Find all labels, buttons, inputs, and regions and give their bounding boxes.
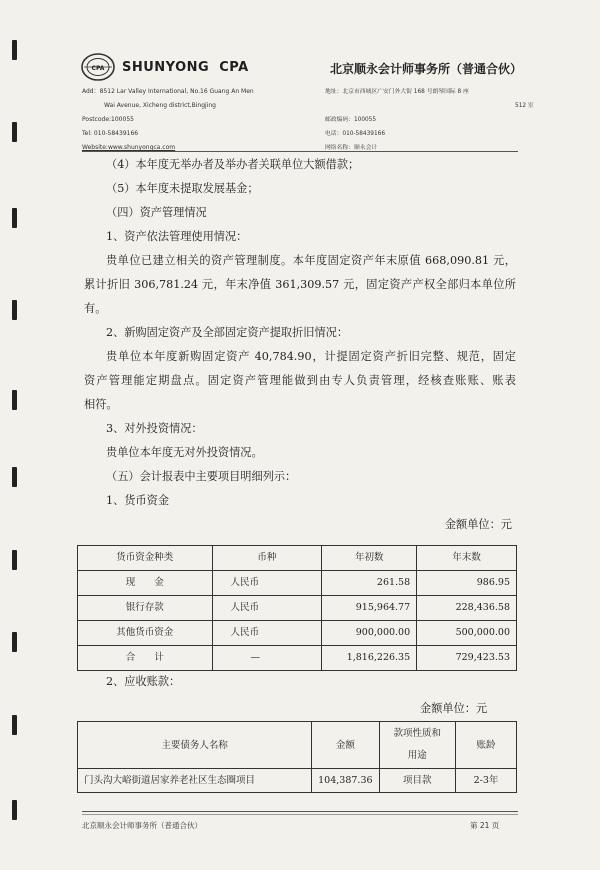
table-total-row [78, 646, 517, 671]
amount-unit-label: 金额单位：元 [420, 702, 488, 715]
receivables-table [77, 721, 517, 793]
column-header-line: 款项性质和 [393, 728, 442, 739]
tel-en: Tel: 010-58439166 [82, 130, 139, 137]
paragraph-line: 资产管理能定期盘点。固定资产管理能做到由专人负责管理，经核查账账、账表 [84, 374, 516, 387]
table-row [78, 596, 517, 621]
header-divider [82, 151, 518, 152]
page-number: 第 21 页 [470, 821, 500, 830]
table-cell: 228,436.58 [417, 596, 517, 621]
cpa-logo-icon [80, 52, 116, 82]
table-cell: 项目款 [379, 769, 456, 793]
table-cell: 500,000.00 [417, 621, 517, 646]
paragraph-line: （4）本年度无举办者及举办者关联单位大额借款； [106, 158, 360, 171]
paragraph-line: 有。 [84, 302, 107, 315]
table-header-row [78, 546, 517, 571]
table-cell: 合 计 [78, 646, 213, 671]
subsection-heading: 3、对外投资情况： [106, 422, 203, 435]
address-en-block [82, 85, 322, 155]
svg-text:CPA: CPA [91, 65, 105, 72]
paragraph-line: 贵单位本年度新购固定资产 40,784.90，计提固定资产折旧完整、规范，固定 [106, 350, 516, 363]
column-header: 金额 [312, 722, 379, 769]
subsection-heading: 2、应收账款： [106, 675, 181, 688]
table-cell: 其他货币资金 [78, 621, 213, 646]
column-header: 货币资金种类 [78, 546, 213, 571]
table-cell: 现 金 [78, 571, 213, 596]
address-en-line: Add：8512 Lar Valley International, No.16 Guang An Men [82, 88, 254, 95]
table-row [78, 621, 517, 646]
address-cn-block [325, 85, 535, 155]
binding-mark [12, 467, 17, 487]
website-cn: 网络名称：顺永会计 [325, 145, 378, 151]
website-en: Website:www.shunyongca.com [82, 144, 176, 151]
table-cell: 104,387.36 [312, 769, 379, 793]
table-cell: 729,423.53 [417, 646, 517, 671]
paragraph-line: （5）本年度未提取发展基金； [106, 182, 259, 195]
binding-mark [12, 632, 17, 652]
binding-mark [12, 550, 17, 570]
footer-divider [82, 814, 518, 815]
column-header: 主要债务人名称 [78, 722, 312, 769]
table-row [78, 571, 517, 596]
address-cn-line: 512 室 [515, 103, 534, 109]
binding-mark [12, 800, 17, 820]
address-en-line: Wai Avenue, Xicheng district,Bingjing [104, 102, 216, 109]
footer-firm-name: 北京顺永会计师事务所（普通合伙） [82, 821, 202, 830]
document-body [84, 153, 516, 537]
table-cell: 人民币 [212, 571, 322, 596]
section-heading: （四）资产管理情况 [106, 206, 207, 219]
subsection-heading: 2、新购固定资产及全部固定资产提取折旧情况： [106, 326, 349, 339]
address-cn-line: 地址：北京市西城区广安门外大街 168 号朗琴国际 8 座 [325, 89, 469, 95]
table-cell: 人民币 [212, 621, 322, 646]
binding-mark [12, 390, 17, 410]
postcode-cn: 邮政编码：100055 [325, 117, 377, 123]
column-header: 币种 [212, 546, 322, 571]
paragraph-line: 相符。 [84, 398, 118, 411]
table-cell: 2-3年 [456, 769, 517, 793]
brand-name: SHUNYONG CPA [122, 59, 249, 75]
table-header-row [78, 722, 517, 769]
table-cell: 915,964.77 [322, 596, 417, 621]
table-row [78, 769, 517, 793]
paragraph-line: 贵单位本年度无对外投资情况。 [106, 446, 263, 459]
subsection-heading: 1、货币资金 [106, 494, 170, 507]
binding-mark [12, 208, 17, 228]
column-header [379, 722, 456, 769]
binding-mark [12, 300, 17, 320]
tel-cn: 电话：010-58439166 [325, 131, 386, 137]
paragraph-line: 贵单位已建立相关的资产管理制度。本年度固定资产年末原值 668,090.81 元， [106, 254, 516, 267]
binding-mark [12, 40, 17, 60]
column-header: 账龄 [456, 722, 517, 769]
table-cell: — [212, 646, 322, 671]
table-cell: 900,000.00 [322, 621, 417, 646]
column-header-line: 用途 [407, 750, 427, 761]
table-cell: 门头沟大峪街道居家养老社区生态圈项目 [78, 769, 312, 793]
table-cell: 人民币 [212, 596, 322, 621]
paragraph-line: 累计折旧 306,781.24 元，年末净值 361,309.57 元，固定资产产权全部归本单位所 [84, 278, 516, 291]
amount-unit-label: 金额单位：元 [444, 518, 512, 531]
footer-divider [82, 811, 518, 812]
table-cell: 1,816,226.35 [322, 646, 417, 671]
postcode-en: Postcode:100055 [82, 116, 134, 123]
binding-mark [12, 715, 17, 735]
column-header: 年末数 [417, 546, 517, 571]
table-cell: 银行存款 [78, 596, 213, 621]
subsection-heading: 1、资产依法管理使用情况： [106, 230, 248, 243]
firm-logo [80, 52, 249, 82]
binding-mark [12, 122, 17, 142]
section-heading: （五）会计报表中主要项目明细列示： [106, 470, 297, 483]
firm-name-cn: 北京顺永会计师事务所（普通合伙） [330, 62, 523, 76]
cash-table [77, 545, 517, 671]
column-header: 年初数 [322, 546, 417, 571]
table-cell: 261.58 [322, 571, 417, 596]
table-cell: 986.95 [417, 571, 517, 596]
